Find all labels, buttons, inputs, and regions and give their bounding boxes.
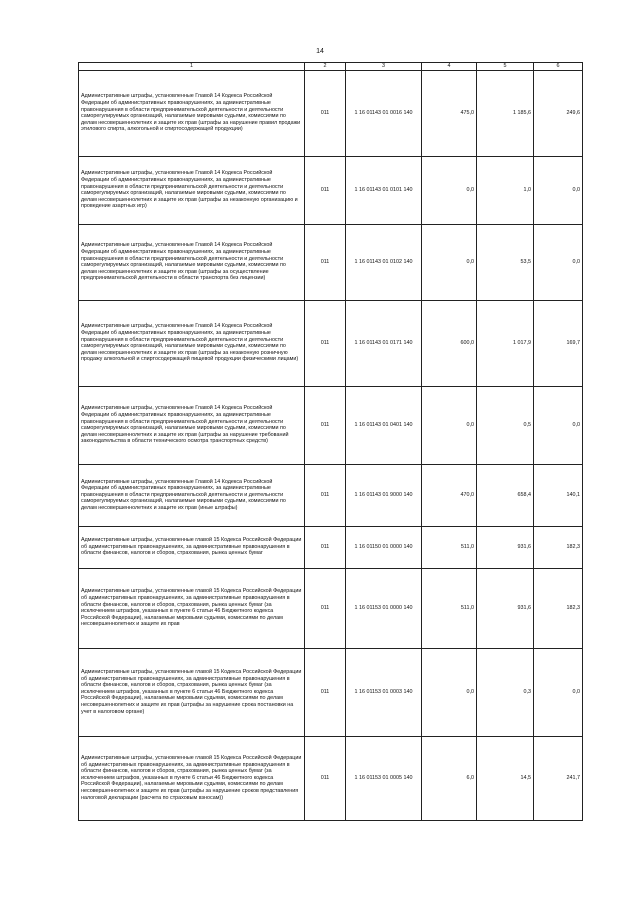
admin-code: 011 <box>305 70 346 156</box>
budget-classification-code: 1 16 01143 01 9000 140 <box>346 464 422 526</box>
table-row <box>79 224 583 300</box>
amount-column-4: 470,0 <box>422 464 477 526</box>
budget-classification-code: 1 16 01143 01 0016 140 <box>346 70 422 156</box>
amount-column-4: 600,0 <box>422 300 477 386</box>
budget-classification-code: 1 16 01153 01 0005 140 <box>346 736 422 820</box>
amount-column-5: 1 185,6 <box>477 70 534 156</box>
amount-column-4: 0,0 <box>422 386 477 464</box>
row-description: Административные штрафы, установленные главой 15 Кодекса Российской Федерации об административных правонарушениях, за административные правонарушения в области финансов, налогов и сборов, страхования, рынка ценных бумаг (за исключением штрафов, указанных в пункте 6 статьи 46 Бюджетного кодекса Российской Федерации), налагаемые мировыми судьями, комиссиями по делам несовершеннолетних и защите их прав (штрафы за нарушение срока постановки на учет в налоговом органе) <box>79 648 305 736</box>
amount-column-6: 169,7 <box>534 300 583 386</box>
amount-column-4: 0,0 <box>422 156 477 224</box>
page-number: 14 <box>316 48 324 55</box>
admin-code: 011 <box>305 736 346 820</box>
amount-column-5: 931,6 <box>477 568 534 648</box>
amount-column-5: 0,3 <box>477 648 534 736</box>
amount-column-6: 0,0 <box>534 156 583 224</box>
row-description: Административные штрафы, установленные Главой 14 Кодекса Российской Федерации об административных правонарушениях, за административные правонарушения в области предпринимательской деятельности и деятельности саморегулируемых организаций, налагаемые мировыми судьями, комиссиями по делам несовершеннолетних и защите их прав (иные штрафы) <box>79 464 305 526</box>
amount-column-6: 140,1 <box>534 464 583 526</box>
column-header: 1 <box>79 63 305 71</box>
table-body <box>79 70 583 820</box>
table-row <box>79 736 583 820</box>
amount-column-6: 182,3 <box>534 568 583 648</box>
amount-column-5: 1,0 <box>477 156 534 224</box>
amount-column-4: 511,0 <box>422 526 477 568</box>
budget-classification-code: 1 16 01150 01 0000 140 <box>346 526 422 568</box>
table-header-row <box>79 63 583 71</box>
row-description: Административные штрафы, установленные Главой 14 Кодекса Российской Федерации об административных правонарушениях, за административные правонарушения в области предпринимательской деятельности и деятельности саморегулируемых организаций, налагаемые мировыми судьями, комиссиями по делам несовершеннолетних и защите их прав (штрафы за нарушение правил продажи этилового спирта, алкогольной и спиртосодержащей продукции) <box>79 70 305 156</box>
table-row <box>79 70 583 156</box>
admin-code: 011 <box>305 464 346 526</box>
budget-classification-code: 1 16 01153 01 0003 140 <box>346 648 422 736</box>
admin-code: 011 <box>305 386 346 464</box>
amount-column-4: 0,0 <box>422 224 477 300</box>
row-description: Административные штрафы, установленные Главой 14 Кодекса Российской Федерации об административных правонарушениях, за административные правонарушения в области предпринимательской деятельности и деятельности саморегулируемых организаций, налагаемые мировыми судьями, комиссиями по делам несовершеннолетних и защите их прав (штрафы за осуществление предпринимательской деятельности в области транспорта без лицензии) <box>79 224 305 300</box>
amount-column-6: 241,7 <box>534 736 583 820</box>
budget-table <box>78 62 583 821</box>
table-row <box>79 464 583 526</box>
amount-column-6: 249,6 <box>534 70 583 156</box>
budget-classification-code: 1 16 01143 01 0401 140 <box>346 386 422 464</box>
amount-column-5: 1 017,9 <box>477 300 534 386</box>
table-row <box>79 300 583 386</box>
amount-column-6: 182,3 <box>534 526 583 568</box>
amount-column-5: 931,6 <box>477 526 534 568</box>
amount-column-5: 53,5 <box>477 224 534 300</box>
table-row <box>79 568 583 648</box>
amount-column-5: 658,4 <box>477 464 534 526</box>
admin-code: 011 <box>305 526 346 568</box>
column-header: 5 <box>477 63 534 71</box>
row-description: Административные штрафы, установленные главой 15 Кодекса Российской Федерации об административных правонарушениях, за административные правонарушения в области финансов, налогов и сборов, страхования, рынка ценных бумаг (за исключением штрафов, указанных в пункте 6 статьи 46 Бюджетного кодекса Российской Федерации), налагаемые мировыми судьями, комиссиями по делам несовершеннолетних и защите их прав <box>79 568 305 648</box>
table-row <box>79 526 583 568</box>
amount-column-4: 511,0 <box>422 568 477 648</box>
column-header: 6 <box>534 63 583 71</box>
row-description: Административные штрафы, установленные Главой 14 Кодекса Российской Федерации об административных правонарушениях, за административные правонарушения в области предпринимательской деятельности и деятельности саморегулируемых организаций, налагаемые мировыми судьями, комиссиями по делам несовершеннолетних и защите их прав (штрафы за нарушение требований законодательства в области технического осмотра транспортных средств) <box>79 386 305 464</box>
row-description: Административные штрафы, установленные Главой 14 Кодекса Российской Федерации об административных правонарушениях, за административные правонарушения в области предпринимательской деятельности и деятельности саморегулируемых организаций, налагаемые мировыми судьями, комиссиями по делам несовершеннолетних и защите их прав (штрафы за незаконную розничную продажу алкогольной и спиртосодержащей пищевой продукции физическими лицами) <box>79 300 305 386</box>
amount-column-5: 0,5 <box>477 386 534 464</box>
budget-classification-code: 1 16 01153 01 0000 140 <box>346 568 422 648</box>
amount-column-4: 0,0 <box>422 648 477 736</box>
amount-column-4: 6,0 <box>422 736 477 820</box>
column-header: 3 <box>346 63 422 71</box>
column-header: 4 <box>422 63 477 71</box>
amount-column-6: 0,0 <box>534 386 583 464</box>
column-header: 2 <box>305 63 346 71</box>
admin-code: 011 <box>305 300 346 386</box>
row-description: Административные штрафы, установленные главой 15 Кодекса Российской Федерации об административных правонарушениях, за административные правонарушения в области финансов, налогов и сборов, страхования, рынка ценных бумаг (за исключением штрафов, указанных в пункте 6 статьи 46 Бюджетного кодекса Российской Федерации), налагаемые мировыми судьями, комиссиями по делам несовершеннолетних и защите их прав (штрафы за нарушение сроков представления налоговой декларации (расчета по страховым взносам)) <box>79 736 305 820</box>
table-row <box>79 386 583 464</box>
admin-code: 011 <box>305 156 346 224</box>
row-description: Административные штрафы, установленные главой 15 Кодекса Российской Федерации об административных правонарушениях, за административные правонарушения в области финансов, налогов и сборов, страхования, рынка ценных бумаг <box>79 526 305 568</box>
admin-code: 011 <box>305 648 346 736</box>
amount-column-4: 475,0 <box>422 70 477 156</box>
amount-column-5: 14,5 <box>477 736 534 820</box>
budget-classification-code: 1 16 01143 01 0102 140 <box>346 224 422 300</box>
amount-column-6: 0,0 <box>534 224 583 300</box>
admin-code: 011 <box>305 568 346 648</box>
admin-code: 011 <box>305 224 346 300</box>
table-row <box>79 156 583 224</box>
row-description: Административные штрафы, установленные Главой 14 Кодекса Российской Федерации об административных правонарушениях, за административные правонарушения в области предпринимательской деятельности и деятельности саморегулируемых организаций, налагаемые мировыми судьями, комиссиями по делам несовершеннолетних и защите их прав (штрафы за незаконную организацию и проведение азартных игр) <box>79 156 305 224</box>
table-row <box>79 648 583 736</box>
budget-classification-code: 1 16 01143 01 0171 140 <box>346 300 422 386</box>
amount-column-6: 0,0 <box>534 648 583 736</box>
budget-classification-code: 1 16 01143 01 0101 140 <box>346 156 422 224</box>
